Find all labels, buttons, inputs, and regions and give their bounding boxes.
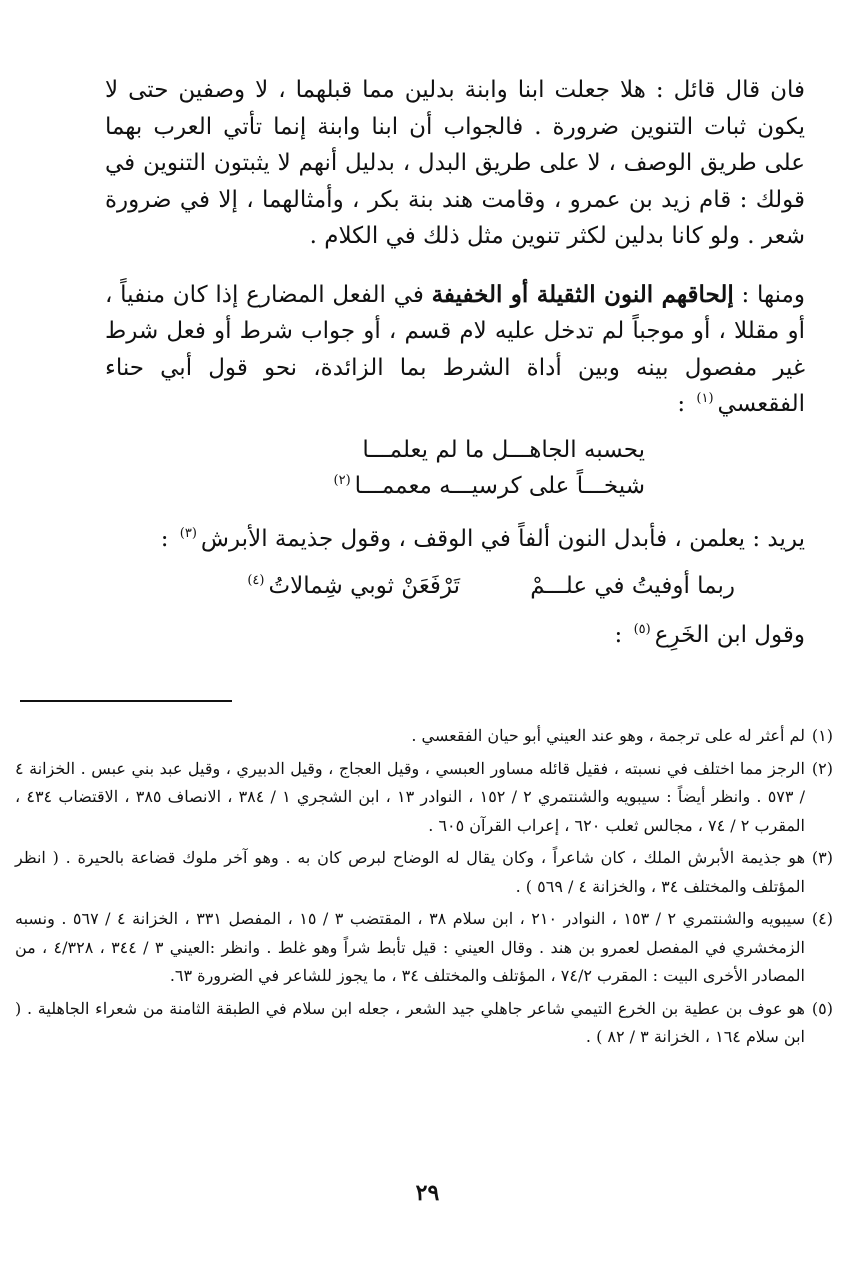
footnote-ref-3: (٣)	[179, 525, 197, 541]
footnote-2	[15, 755, 833, 841]
footnote-4	[15, 905, 833, 991]
footnote-ref-4: (٤)	[247, 573, 265, 589]
paragraph-4	[105, 617, 805, 653]
paragraph-1: فان قال قائل : هلا جعلت ابنا وابنة بدلين مما قبلهما ، لا وصفين حتى لا يكون ثبات التنوين ضرورة . فالجواب أن ابنا وابنة إنما تأتي العرب بهما على طريق الوصف ، لا على طريق البدل ، بدليل أنهم لا يثبتون التنوين في قولك : قام زيد بن عمرو ، وقامت هند بنة بكر ، وأمثالهما ، إلا في ضرورة شعر . ولو كانا بدلين لكثر تنوين مثل ذلك في الكلام .	[105, 77, 805, 249]
footnote-text: الرجز مما اختلف في نسبته ، فقيل قائله مساور العبسي ، وقيل العجاج ، وقيل الدبيري ، وقيل عبد بني عبس . الخزانة ٤ / ٥٧٣ . وانظر أيضاً : سيبويه والشنتمري ٢ / ١٥٢ ، النوادر ١٣ ، ابن الشجري ١ / ٣٨٤ ، الانصاف ٣٨٥ ، الاقتضاب ٤٣٤ ، المقرب ٢ / ٧٤ ، مجالس ثعلب ٦٢٠ ، إعراب القرآن ٦٠٥ .	[15, 758, 806, 835]
main-text	[105, 72, 805, 676]
footnote-5	[15, 995, 833, 1052]
footnote-3	[15, 844, 833, 901]
verse-2-hemistich-b	[243, 573, 460, 599]
paragraph-4-text: وقول ابن الخَرِع	[654, 622, 805, 648]
paragraph-3-end: :	[160, 525, 176, 552]
paragraph-4-end: :	[614, 622, 630, 648]
paragraph-3-text: يريد : يعلمن ، فأبدل النون ألفاً في الوقف ، وقول جذيمة الأبرش	[200, 525, 805, 552]
footnote-ref-5: (٥)	[633, 622, 651, 638]
verse-1-line-b	[330, 473, 646, 499]
footnotes	[15, 722, 833, 1056]
verse-1-line-a: يحسبه الجاهـــل ما لم يعلمـــا	[362, 436, 645, 463]
page-number: ٢٩	[415, 1180, 440, 1206]
verse-2-hemistich-a: ربما أوفيتُ في علـــمْ	[530, 573, 735, 599]
paragraph-3	[105, 521, 805, 558]
footnote-separator	[20, 700, 232, 702]
paragraph-2	[105, 277, 805, 423]
footnote-text: هو جذيمة الأبرش الملك ، كان شاعراً ، وكان يقال له الوضاح لبرص كان به . وهو آخر ملوك قضاعة بالحيرة . ( انظر المؤتلف والمختلف ٣٤ ، والخزانة ٤ / ٥٦٩ ) .	[15, 848, 805, 896]
footnote-number: (٣)	[811, 848, 833, 867]
footnote-number: (٤)	[811, 909, 833, 928]
footnote-text: هو عوف بن عطية بن الخرع التيمي شاعر جاهلي جيد الشعر ، جعله ابن سلام في الطبقة الثامنة من شعراء الجاهلية . ( ابن سلام ١٦٤ ، الخزانة ٣ / ٨٢ ) .	[15, 998, 805, 1046]
paragraph-2-start: ومنها :	[733, 281, 805, 308]
footnote-number: (١)	[811, 726, 833, 745]
footnote-number: (٥)	[811, 998, 833, 1018]
verse-1-line-b-text: شيخـــاً على كرسيـــه معممـــا	[354, 472, 645, 499]
footnote-number: (٢)	[811, 758, 833, 778]
verse-2	[105, 565, 805, 617]
paragraph-2-bold: إلحاقهم النون الثقيلة أو الخفيفة	[431, 280, 734, 308]
footnote-text: لم أعثر له على ترجمة ، وهو عند العيني أبو حيان الفقعسي .	[411, 726, 805, 745]
footnote-1	[15, 722, 833, 751]
paragraph-2-rest: في الفعل المضارع إذا كان منفياً ، أو مقللا ، أو موجباً لم تدخل عليه لام قسم ، أو جواب شرط أو فعل شرط غير مفصول بينه وبين أداة الشرط بما الزائدة، نحو قول أبي حناء الفقعسي	[105, 281, 805, 417]
footnote-text: سيبويه والشنتمري ٢ / ١٥٣ ، النوادر ٢١٠ ، ابن سلام ٣٨ ، المقتضب ٣ / ١٥ ، المفصل ٣٣١ ، الخزانة ٤ / ٥٦٧ . ونسبه الزمخشري في المفصل لعمرو بن هند . وقال العيني : قيل تأبط شراً وهو غلط . وانظر :العيني ٣ / ٣٤٤ ، ٤/٣٢٨ ، من المصادر الأخرى البيت : المقرب ٧٤/٢ ، المؤتلف والمختلف ٣٤ ، ما يجوز للشاعر في الضرورة ٦٣.	[15, 909, 806, 985]
footnote-ref-1: (١)	[696, 391, 714, 407]
footnote-ref-2: (٢)	[333, 472, 351, 488]
verse-2-hemistich-b-text: تَرْفَعَنْ ثوبي شِمالاتُ	[268, 573, 460, 599]
verse-1	[105, 437, 805, 507]
paragraph-2-end: :	[677, 391, 693, 417]
